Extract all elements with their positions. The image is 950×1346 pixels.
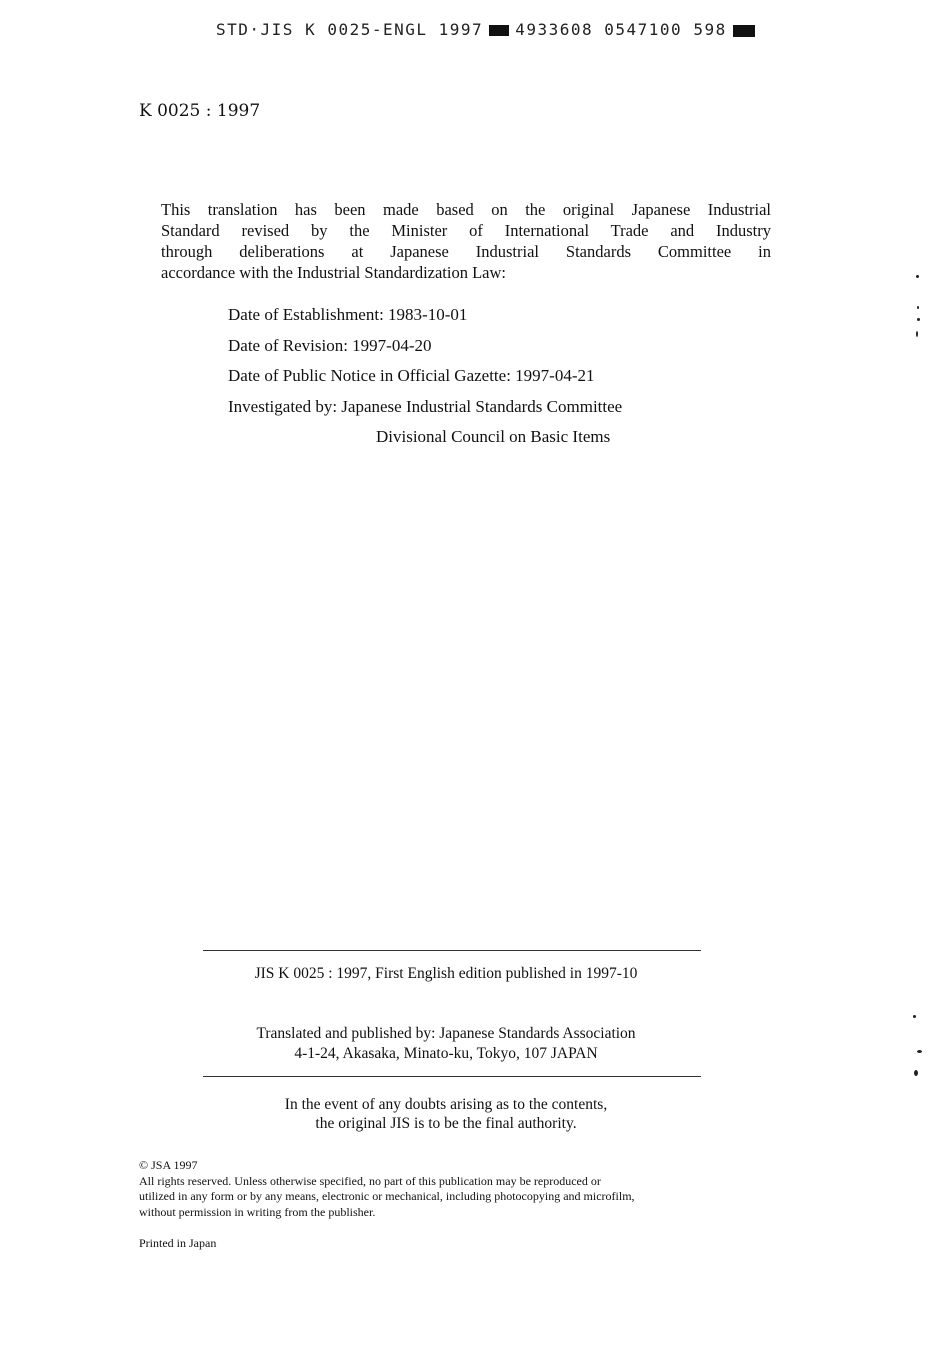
black-bar-mark bbox=[489, 25, 509, 36]
authority-line-1: In the event of any doubts arising as to the contents, bbox=[284, 1096, 608, 1113]
intro-line: accordance with the Industrial Standardization Law: bbox=[161, 263, 506, 282]
intro-paragraph bbox=[161, 199, 771, 283]
catalog-number: 4933608 0547100 598 bbox=[515, 20, 727, 39]
rights-line-1: All rights reserved. Unless otherwise specified, no part of this publication may be reproduced or bbox=[139, 1174, 601, 1188]
authority-line-2: the original JIS is to be the final authority. bbox=[315, 1115, 577, 1132]
scan-speck bbox=[917, 318, 920, 321]
scan-speck bbox=[916, 331, 918, 337]
scan-speck bbox=[917, 1050, 922, 1053]
rights-line-3: without permission in writing from the publisher. bbox=[139, 1205, 376, 1219]
scan-speck bbox=[916, 275, 919, 278]
header-standard-code bbox=[216, 20, 761, 39]
divider-bottom bbox=[203, 1076, 701, 1077]
intro-line: through deliberations at Japanese Industrial Standards Committee in bbox=[161, 242, 771, 261]
divisional-council: Divisional Council on Basic Items bbox=[376, 427, 611, 446]
document-id: K 0025 : 1997 bbox=[139, 101, 261, 121]
date-of-establishment: Date of Establishment: 1983-10-01 bbox=[228, 305, 468, 324]
investigated-by: Investigated by: Japanese Industrial Standards Committee bbox=[228, 397, 623, 416]
publisher-address: 4-1-24, Akasaka, Minato-ku, Tokyo, 107 JAPAN bbox=[294, 1045, 598, 1062]
divider-top bbox=[203, 950, 701, 951]
edition-statement: JIS K 0025 : 1997, First English edition published in 1997-10 bbox=[254, 965, 638, 982]
scan-speck bbox=[913, 1015, 916, 1018]
rights-line-2: utilized in any form or by any means, electronic or mechanical, including photocopying and microfilm, bbox=[139, 1189, 635, 1203]
intro-line: Standard revised by the Minister of International Trade and Industry bbox=[161, 221, 771, 240]
date-of-revision: Date of Revision: 1997-04-20 bbox=[228, 336, 432, 355]
scan-speck bbox=[917, 306, 919, 309]
intro-line: This translation has been made based on the original Japanese Industrial bbox=[161, 200, 771, 219]
std-code-text: STD·JIS K 0025-ENGL 1997 bbox=[216, 20, 484, 39]
scan-speck bbox=[914, 1070, 918, 1076]
publisher-line: Translated and published by: Japanese Standards Association bbox=[256, 1025, 636, 1042]
date-of-public-notice: Date of Public Notice in Official Gazette: 1997-04-21 bbox=[228, 366, 595, 385]
printed-in: Printed in Japan bbox=[139, 1236, 217, 1250]
black-bar-mark-end bbox=[733, 25, 755, 37]
copyright-notice: © JSA 1997 bbox=[139, 1158, 198, 1172]
